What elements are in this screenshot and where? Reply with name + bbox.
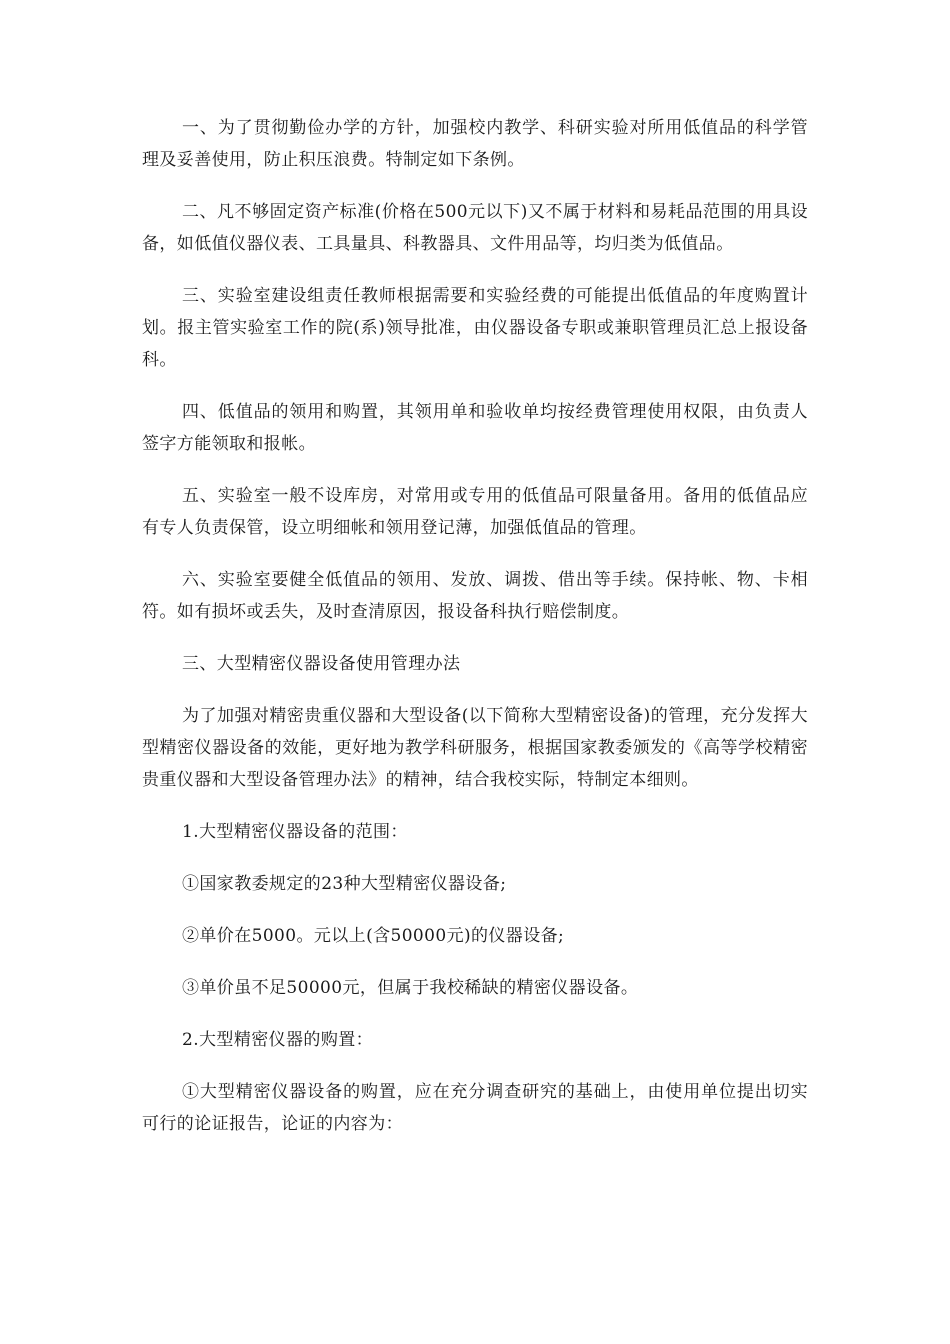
paragraph-4: 四、低值品的领用和购置，其领用单和验收单均按经费管理使用权限，由负责人签字方能领取和报帐。 [142, 402, 808, 454]
paragraph-intro: 为了加强对精密贵重仪器和大型设备(以下简称大型精密设备)的管理，充分发挥大型精密仪器设备的效能，更好地为教学科研服务，根据国家教委颁发的《高等学校精密贵重仪器和大型设备管理办法》的精神，结合我校实际，特制定本细则。 [142, 706, 808, 790]
section-heading: 三、大型精密仪器设备使用管理办法 [182, 654, 461, 674]
paragraph-2: 二、凡不够固定资产标准(价格在500元以下)又不属于材料和易耗品范围的用具设备，如低值仪器仪表、工具量具、科教器具、文件用品等，均归类为低值品。 [142, 202, 808, 254]
list-item-1: ①国家教委规定的23种大型精密仪器设备; [182, 874, 507, 894]
list-item-3: ③单价虽不足50000元，但属于我校稀缺的精密仪器设备。 [182, 978, 639, 998]
subsection-heading-1: 1.大型精密仪器设备的范围： [182, 822, 408, 842]
paragraph-1: 一、为了贯彻勤俭办学的方针，加强校内教学、科研实验对所用低值品的科学管理及妥善使用，防止积压浪费。特制定如下条例。 [142, 118, 808, 170]
paragraph-6: 六、实验室要健全低值品的领用、发放、调拨、借出等手续。保持帐、物、卡相符。如有损坏或丢失，及时查清原因，报设备科执行赔偿制度。 [142, 570, 808, 622]
document-body [142, 112, 808, 1160]
paragraph-5: 五、实验室一般不设库房，对常用或专用的低值品可限量备用。备用的低值品应有专人负责保管，设立明细帐和领用登记薄，加强低值品的管理。 [142, 486, 808, 538]
paragraph-3: 三、实验室建设组责任教师根据需要和实验经费的可能提出低值品的年度购置计划。报主管实验室工作的院(系)领导批准，由仪器设备专职或兼职管理员汇总上报设备科。 [142, 286, 808, 370]
subsection-heading-2: 2.大型精密仪器的购置： [182, 1030, 374, 1050]
list-item-4: ①大型精密仪器设备的购置，应在充分调查研究的基础上，由使用单位提出切实可行的论证报告，论证的内容为： [142, 1082, 808, 1134]
list-item-2: ②单价在5000。元以上(含50000元)的仪器设备; [182, 926, 565, 946]
